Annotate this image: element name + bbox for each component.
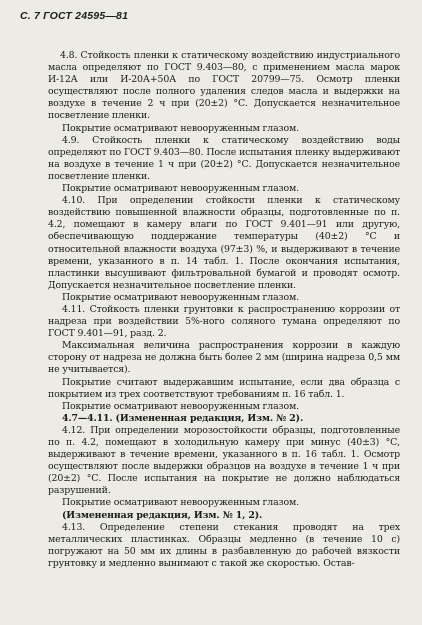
paragraph-4-11: 4.11. Стойкость пленки грунтовки к распространению коррозии от надреза при воздействии 5%-ного соляного тумана определяют по ГОСТ 9.401—91, разд. 2.: [48, 303, 400, 340]
paragraph-4-10: 4.10. При определении стойкости пленки к статическому воздействию повышенной влажности образцы, подготовленные по п. 4.2, помещают в камеру влаги по ГОСТ 9.401—91 или другую, обеспечивающую поддержание температуры (40±2) °С и относительной влажности воздуха (97±3) %, и выдерживают в течение времени, указанного в п. 14 табл. 1. После окончания испытания, пластинки высушивают фильтровальной бумагой и проводят осмотр. Допускается незначительное посветление пленки.: [48, 195, 400, 291]
paragraph-4-12: 4.12. При определении морозостойкости образцы, подготовленные по п. 4.2, помещают в холодильную камеру при минус (40±3) °С, выдерживают в течение времени, указанного в п. 16 табл. 1. Осмотр осуществляют после выдержки образцов на воздухе в течение 1 ч при (20±2) °С. После испытания на покрытие не должно наблюдаться разрушений.: [48, 424, 400, 497]
paragraph-note: Покрытие осматривают невооруженным глазом.: [62, 497, 299, 509]
amendment-note-1-2: (Измененная редакция, Изм. № 1, 2).: [62, 509, 263, 521]
paragraph-pass-criteria: Покрытие считают выдержавшим испытание, если два образца с покрытием из трех соответствуют требованиям п. 16 табл. 1.: [48, 376, 400, 400]
paragraph-note: Покрытие осматривают невооруженным глазом.: [62, 400, 299, 412]
paragraph-4-13: 4.13. Определение степени стекания проводят на трех металлических пластинках. Образцы медленно (в течение 10 с) погружают на 50 мм их длины в разбавленную до рабочей вязкости грунтовку и медленно вынимают с такой же скоростью. Остав-: [48, 521, 400, 569]
paragraph-note: Покрытие осматривают невооруженным глазом.: [62, 122, 299, 134]
page-header: С. 7 ГОСТ 24595—81: [20, 10, 129, 22]
paragraph-4-8: 4.8. Стойкость пленки к статическому воздействию индустриального масла определяют по ГОСТ 9.403—80, с применением масла марок И-12А или И-20А+50А по ГОСТ 20799—75. Осмотр пленки осуществляют после полного удаления следов масла и выдержки на воздухе в течение 2 ч при (20±2) °С. Допускается незначительное посветление пленки.: [48, 50, 400, 122]
paragraph-note: Покрытие осматривают невооруженным глазом.: [62, 291, 299, 303]
paragraph-4-9: 4.9. Стойкость пленки к статическому воздействию воды определяют по ГОСТ 9.403—80. После испытания пленку выдерживают на воздухе в течение 1 ч при (20±2) °С. Допускается незначительное посветление пленки.: [48, 134, 400, 182]
paragraph-note: Покрытие осматривают невооруженным глазом.: [62, 183, 299, 195]
paragraph-corrosion-limit: Максимальная величина распространения коррозии в каждую сторону от надреза не должна быть более 2 мм (ширина надреза 0,5 мм не учитывается).: [48, 340, 400, 376]
document-body: [48, 50, 400, 570]
amendment-note-2: 4.7—4.11. (Измененная редакция, Изм. № 2).: [62, 412, 304, 424]
